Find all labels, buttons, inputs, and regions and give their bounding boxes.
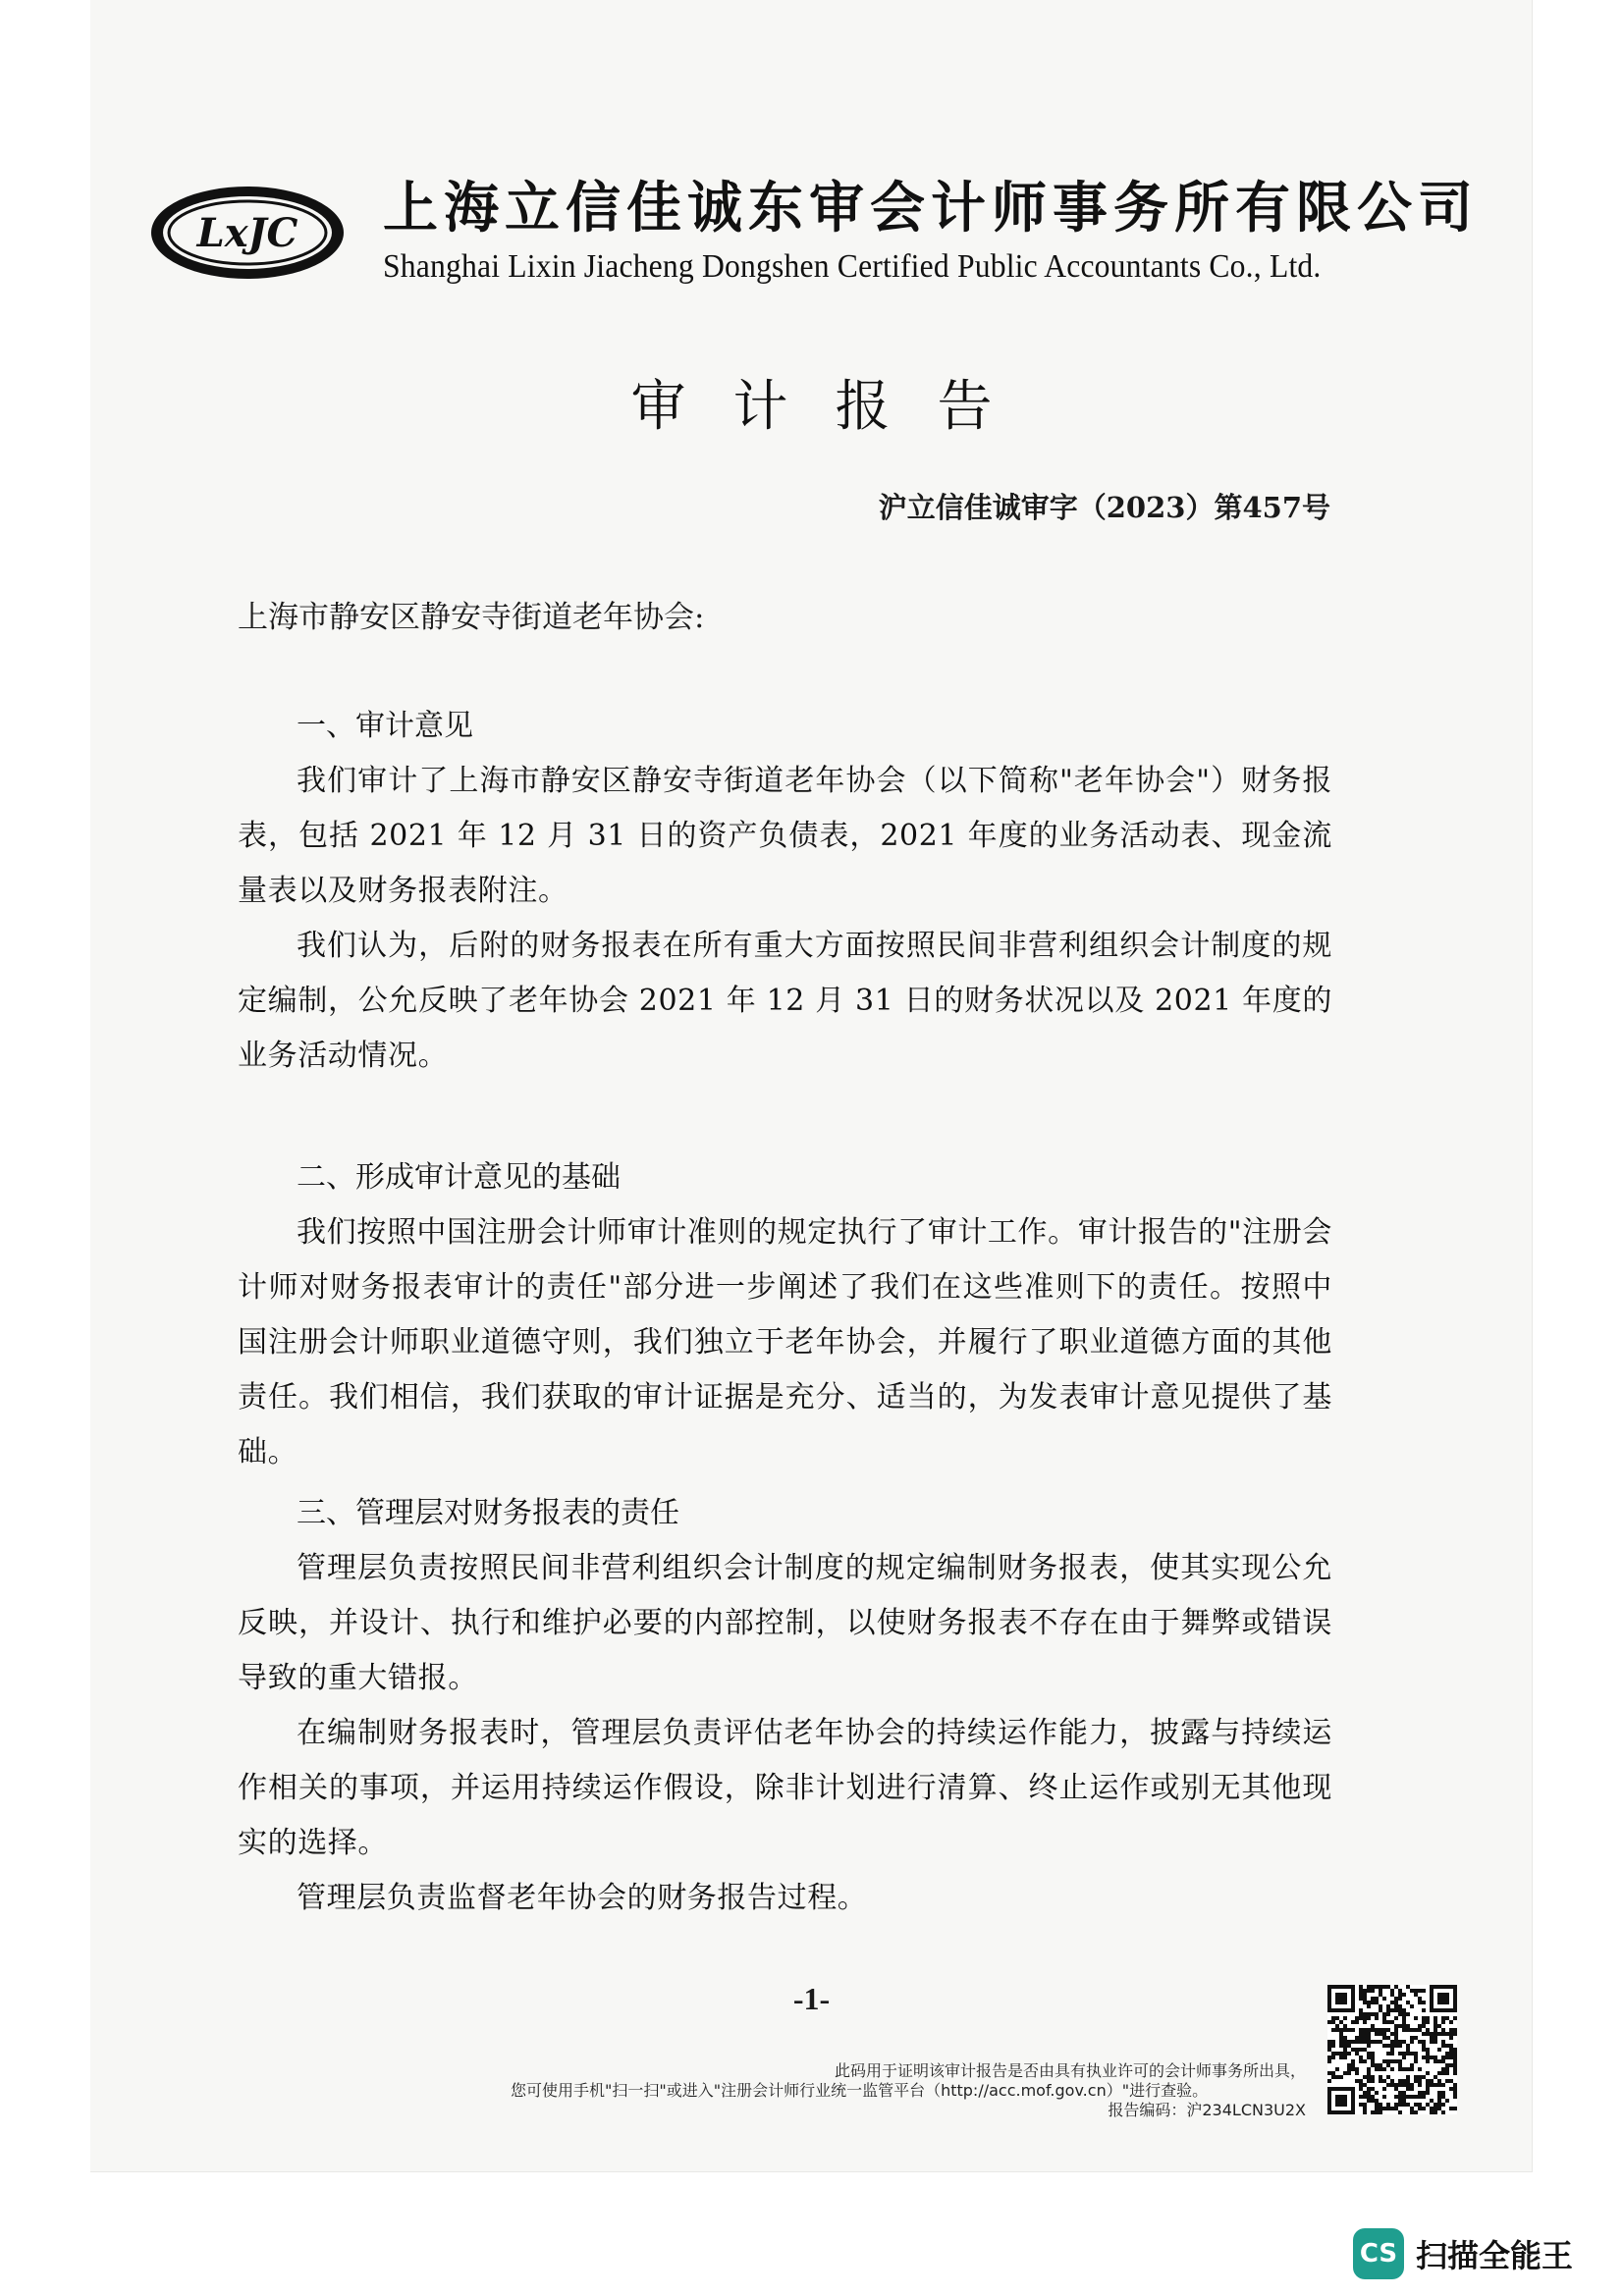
logo-text: LxJC [196,210,298,256]
paragraph: 我们审计了上海市静安区静安寺街道老年协会（以下简称"老年协会"）财务报表，包括 2021 年 12 月 31 日的资产负债表，2021 年度的业务活动表、现金流量表以及财务报表附注。 [238,764,1332,908]
paragraph: 在编制财务报表时，管理层负责评估老年协会的持续运作能力，披露与持续运作相关的事项，并运用持续运作假设，除非计划进行清算、终止运作或别无其他现实的选择。 [238,1716,1332,1860]
firm-name-en: Shanghai Lixin Jiacheng Dongshen Certified Public Accountants Co., Ltd. [383,248,1322,285]
section-heading: 三、管理层对财务报表的责任 [297,1496,679,1530]
paragraph: 我们按照中国注册会计师审计准则的规定执行了审计工作。审计报告的"注册会计师对财务报表审计的责任"部分进一步阐述了我们在这些准则下的责任。按照中国注册会计师职业道德守则，我们独立于老年协会，并履行了职业道德方面的其他责任。我们相信，我们获取的审计证据是充分、适当的，为发表审计意见提供了基础。 [238,1215,1332,1469]
firm-name-cn: 上海立信佳诚东审会计师事务所有限公司 [383,177,1479,240]
page-number: -1- [792,1981,831,2016]
section-audit-opinion [238,699,1332,1084]
paragraph: 管理层负责按照民间非营利组织会计制度的规定编制财务报表，使其实现公允反映，并设计、执行和维护必要的内部控制，以使财务报表不存在由于舞弊或错误导致的重大错报。 [238,1551,1332,1695]
section-basis-for-opinion [238,1150,1332,1480]
report-code: 报告编码：沪234LCN3U2X [1108,2101,1306,2119]
camscanner-watermark [1353,2226,1573,2281]
section-heading: 一、审计意见 [297,709,473,743]
section-heading: 二、形成审计意见的基础 [297,1160,621,1195]
reference-number: 沪立信佳诚审字（2023）第457号 [878,491,1330,524]
verification-note [511,2061,1306,2120]
verify-line-1: 此码用于证明该审计报告是否由具有执业许可的会计师事务所出具， [834,2061,1306,2080]
qr-code-icon[interactable] [1327,1985,1457,2114]
section-management-responsibility [238,1486,1332,1926]
firm-logo [147,182,349,285]
paragraph: 我们认为，后附的财务报表在所有重大方面按照民间非营利组织会计制度的规定编制，公允反映了老年协会 2021 年 12 月 31 日的财务状况以及 2021 年度的业务活动情况。 [238,929,1332,1073]
camscanner-logo-icon: CS [1353,2228,1404,2279]
camscanner-app-name: 扫描全能王 [1416,2237,1574,2274]
verify-line-2: 您可使用手机"扫一扫"或进入"注册会计师行业统一监管平台（http://acc.mof.gov.cn）"进行查验。 [511,2081,1209,2100]
paragraph: 管理层负责监督老年协会的财务报告过程。 [297,1881,868,1915]
report-title: 审计报告 [630,375,1040,439]
addressee: 上海市静安区静安寺街道老年协会: [238,600,705,635]
